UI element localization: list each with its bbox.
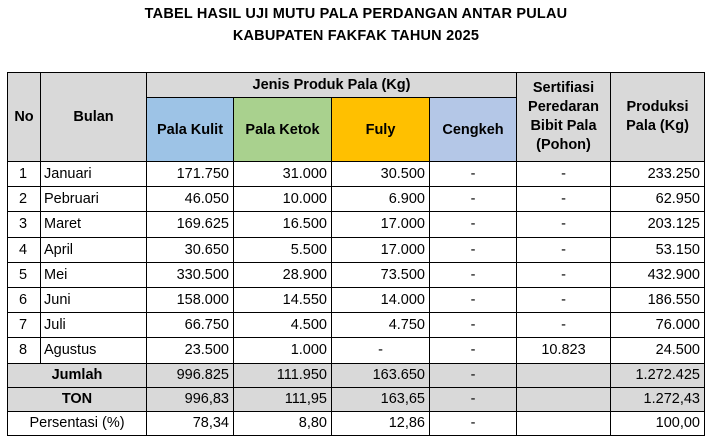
table-row <box>8 313 705 338</box>
cell-no: 1 <box>8 162 41 187</box>
jumlah-pala-kulit: 996.825 <box>147 363 234 387</box>
cell-no: 3 <box>8 212 41 237</box>
cell-bulan: Juli <box>41 313 147 338</box>
header-fuly: Fuly <box>332 98 430 162</box>
cell-pala-kulit: 171.750 <box>147 162 234 187</box>
cell-no: 6 <box>8 287 41 312</box>
ton-produksi: 1.272,43 <box>611 387 705 411</box>
cell-pala-ketok: 14.550 <box>234 287 332 312</box>
cell-no: 8 <box>8 338 41 363</box>
persentasi-pala-kulit: 78,34 <box>147 411 234 435</box>
cell-pala-ketok: 28.900 <box>234 262 332 287</box>
cell-cengkeh: - <box>430 313 517 338</box>
jumlah-label: Jumlah <box>8 363 147 387</box>
cell-fuly: 73.500 <box>332 262 430 287</box>
jumlah-produksi: 1.272.425 <box>611 363 705 387</box>
jumlah-cengkeh: - <box>430 363 517 387</box>
persentasi-label: Persentasi (%) <box>8 411 147 435</box>
cell-cengkeh: - <box>430 187 517 212</box>
persentasi-cengkeh: - <box>430 411 517 435</box>
cell-cengkeh: - <box>430 237 517 262</box>
title-line-1: TABEL HASIL UJI MUTU PALA PERDANGAN ANTAR PULAU <box>144 6 568 22</box>
cell-fuly: - <box>332 338 430 363</box>
persentasi-pala-ketok: 8,80 <box>234 411 332 435</box>
table-row <box>8 287 705 312</box>
table-row <box>8 237 705 262</box>
cell-sertifikasi: - <box>517 237 611 262</box>
cell-fuly: 30.500 <box>332 162 430 187</box>
ton-fuly: 163,65 <box>332 387 430 411</box>
ton-pala-ketok: 111,95 <box>234 387 332 411</box>
table-row <box>8 212 705 237</box>
table-row <box>8 162 705 187</box>
cell-bulan: Mei <box>41 262 147 287</box>
cell-pala-kulit: 23.500 <box>147 338 234 363</box>
cell-pala-ketok: 5.500 <box>234 237 332 262</box>
table-row <box>8 338 705 363</box>
header-cengkeh: Cengkeh <box>430 98 517 162</box>
ton-sertifikasi <box>517 387 611 411</box>
cell-sertifikasi: - <box>517 187 611 212</box>
header-pala-ketok: Pala Ketok <box>234 98 332 162</box>
cell-pala-ketok: 10.000 <box>234 187 332 212</box>
cell-produksi: 233.250 <box>611 162 705 187</box>
cell-produksi: 24.500 <box>611 338 705 363</box>
cell-fuly: 17.000 <box>332 237 430 262</box>
persentasi-fuly: 12,86 <box>332 411 430 435</box>
cell-no: 2 <box>8 187 41 212</box>
header-sertifikasi: Sertifiasi Peredaran Bibit Pala (Pohon) <box>517 73 611 162</box>
cell-bulan: Pebruari <box>41 187 147 212</box>
cell-bulan: Maret <box>41 212 147 237</box>
cell-pala-kulit: 158.000 <box>147 287 234 312</box>
cell-cengkeh: - <box>430 338 517 363</box>
persentasi-row <box>8 411 705 435</box>
table-row <box>8 262 705 287</box>
cell-bulan: Juni <box>41 287 147 312</box>
production-table <box>7 72 705 436</box>
cell-pala-kulit: 30.650 <box>147 237 234 262</box>
cell-produksi: 53.150 <box>611 237 705 262</box>
cell-cengkeh: - <box>430 212 517 237</box>
cell-produksi: 203.125 <box>611 212 705 237</box>
header-jenis-produk: Jenis Produk Pala (Kg) <box>147 73 517 98</box>
cell-bulan: Januari <box>41 162 147 187</box>
cell-sertifikasi: - <box>517 287 611 312</box>
cell-pala-kulit: 66.750 <box>147 313 234 338</box>
header-no: No <box>8 73 41 162</box>
title-line-2: KABUPATEN FAKFAK TAHUN 2025 <box>232 28 480 44</box>
ton-label: TON <box>8 387 147 411</box>
jumlah-sertifikasi <box>517 363 611 387</box>
ton-cengkeh: - <box>430 387 517 411</box>
cell-fuly: 4.750 <box>332 313 430 338</box>
header-pala-kulit: Pala Kulit <box>147 98 234 162</box>
persentasi-produksi: 100,00 <box>611 411 705 435</box>
cell-sertifikasi: 10.823 <box>517 338 611 363</box>
cell-sertifikasi: - <box>517 162 611 187</box>
cell-produksi: 62.950 <box>611 187 705 212</box>
cell-fuly: 6.900 <box>332 187 430 212</box>
cell-bulan: Agustus <box>41 338 147 363</box>
cell-fuly: 17.000 <box>332 212 430 237</box>
ton-pala-kulit: 996,83 <box>147 387 234 411</box>
header-produksi: Produksi Pala (Kg) <box>611 73 705 162</box>
cell-cengkeh: - <box>430 262 517 287</box>
cell-no: 7 <box>8 313 41 338</box>
cell-fuly: 14.000 <box>332 287 430 312</box>
ton-row <box>8 387 705 411</box>
cell-pala-ketok: 4.500 <box>234 313 332 338</box>
cell-produksi: 186.550 <box>611 287 705 312</box>
header-bulan: Bulan <box>41 73 147 162</box>
cell-bulan: April <box>41 237 147 262</box>
jumlah-pala-ketok: 111.950 <box>234 363 332 387</box>
cell-pala-kulit: 169.625 <box>147 212 234 237</box>
cell-pala-ketok: 31.000 <box>234 162 332 187</box>
cell-pala-ketok: 16.500 <box>234 212 332 237</box>
cell-sertifikasi: - <box>517 262 611 287</box>
cell-pala-kulit: 330.500 <box>147 262 234 287</box>
cell-sertifikasi: - <box>517 313 611 338</box>
jumlah-row <box>8 363 705 387</box>
cell-pala-kulit: 46.050 <box>147 187 234 212</box>
cell-produksi: 432.900 <box>611 262 705 287</box>
cell-pala-ketok: 1.000 <box>234 338 332 363</box>
cell-produksi: 76.000 <box>611 313 705 338</box>
table-title <box>0 0 712 47</box>
jumlah-fuly: 163.650 <box>332 363 430 387</box>
cell-no: 4 <box>8 237 41 262</box>
cell-cengkeh: - <box>430 162 517 187</box>
cell-no: 5 <box>8 262 41 287</box>
persentasi-sertifikasi <box>517 411 611 435</box>
cell-cengkeh: - <box>430 287 517 312</box>
cell-sertifikasi: - <box>517 212 611 237</box>
table-row <box>8 187 705 212</box>
